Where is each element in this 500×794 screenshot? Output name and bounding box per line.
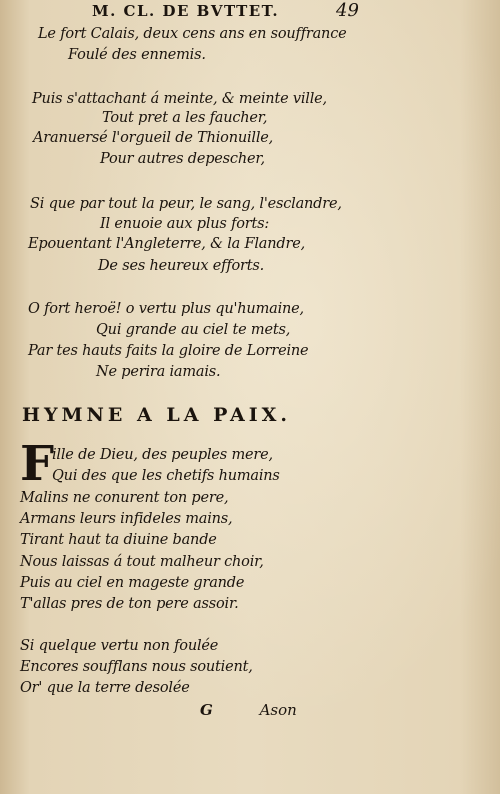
verse-line: Si que par tout la peur, le sang, l'esclandre, [30,196,342,212]
page-number: 49 [336,0,359,21]
verse-line: ille de Dieu, des peuples mere, [52,447,273,463]
catchword: Ason [259,701,297,719]
verse-line: Ne perira iamais. [96,364,221,380]
drop-cap: F [20,436,55,492]
verse-line: O fort heroë! o vertu plus qu'humaine, [28,301,304,317]
verse-line: Le fort Calais, deux cens ans en souffrance [38,26,347,42]
verse-line: Tirant haut ta diuine bande [20,532,217,548]
signature-mark: G [200,701,213,719]
page-header [0,0,500,24]
running-head: M. CL. DE BVTTET. [92,2,280,20]
verse-line: Nous laissas á tout malheur choir, [20,554,264,570]
verse-line: Aranuersé l'orgueil de Thionuille, [33,130,274,146]
verse-line: Qui grande au ciel te mets, [96,322,291,338]
verse-line: De ses heureux efforts. [98,258,265,274]
verse-line: Si quelque vertu non foulée [20,638,219,654]
verse-line: Or' que la terre desolée [20,680,190,696]
verse-line: Armans leurs infideles mains, [20,511,233,527]
verse-line: Epouentant l'Angleterre, & la Flandre, [28,236,305,252]
verse-line: Tout pret a les faucher, [102,110,268,126]
hymn-title: HYMNE A LA PAIX. [22,404,291,426]
verse-line: Il enuoie aux plus forts: [100,216,270,232]
verse-line: Puis au ciel en mageste grande [20,575,245,591]
verse-line: Encores soufflans nous soutient, [20,659,253,675]
page-footer [200,701,297,719]
verse-line: T'allas pres de ton pere assoir. [20,596,239,612]
verse-line: Pour autres depescher, [100,151,265,167]
verse-line: Qui des que les chetifs humains [52,468,280,484]
verse-line: Malins ne conurent ton pere, [20,490,229,506]
verse-line: Par tes hauts faits la gloire de Lorreine [28,343,309,359]
verse-line: Puis s'attachant á meinte, & meinte ville, [32,91,327,107]
verse-line: Foulé des ennemis. [68,47,206,63]
